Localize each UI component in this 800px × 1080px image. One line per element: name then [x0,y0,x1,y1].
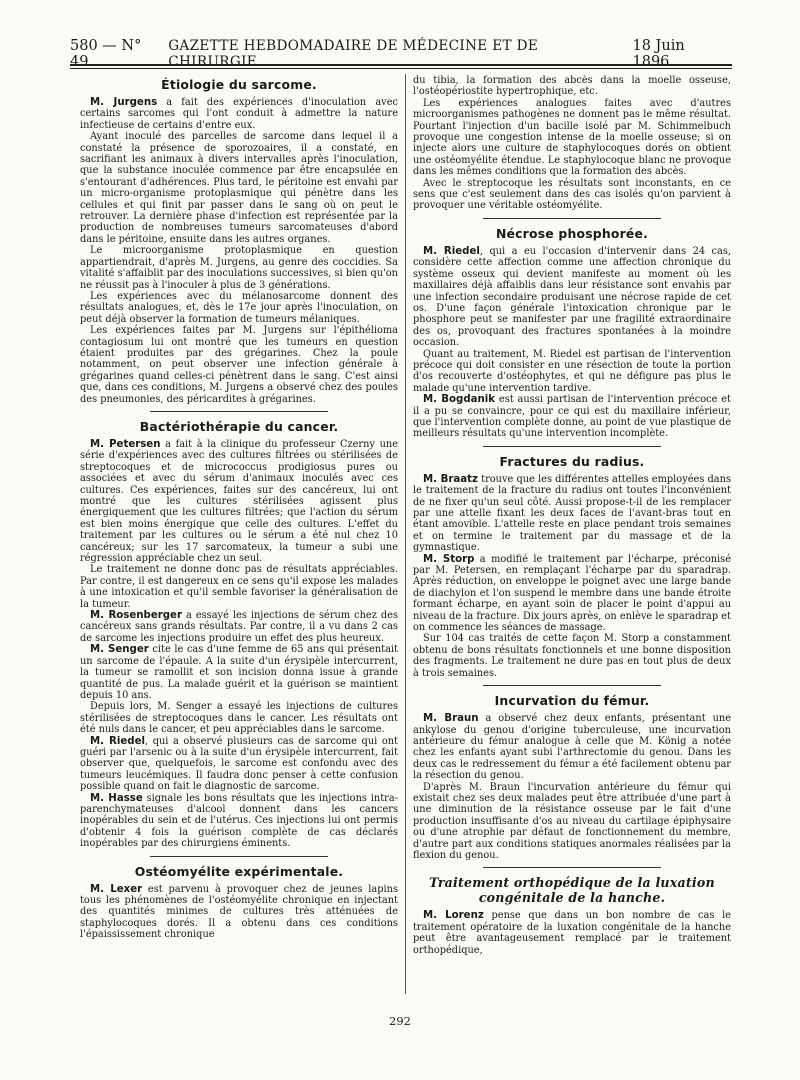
paragraph: M. Braatz trouve que les différentes attelles employées dans le traitement de la fracture du radius ont toutes l'inconvénient de ne fixer qu'un seul côté. Aussi propose-t-il de les remplacer par une attelle fixant les deux faces de l'avant-bras tout en étant amovible. L'attelle reste en place pendant trois semaines et on termine le traitement par du massage et de la gymnastique. [413,473,731,554]
left-column [80,75,398,1010]
paragraph: Le microorganisme protoplasmique en question appartiendrait, d'après M. Jurgens, au genre des coccidies. Sa vitalité s'affaiblit par des inoculations successives, si bien qu'on ne réussit pas à l'inoculer à plus de 3 générations. [80,245,398,291]
author-name: M. Storp [423,553,475,565]
author-name: M. Rosenberger [90,610,182,622]
running-header [70,38,730,70]
paragraph: Le traitement ne donne donc pas de résultats appréciables. Par contre, il est dangereux en ce sens qu'il expose les malades à une intoxication et qu'il semble favoriser la généralisation de la tumeur. [80,564,398,610]
section-divider [483,685,661,686]
column-separator [405,74,406,994]
paragraph: D'après M. Braun l'incurvation antérieure du fémur qui existait chez ses deux malades peut être attribuée d'une part à une diminution de la résistance osseuse par le fait d'une production insuffisante d'os au niveau du cartilage épiphysaire ou d'une atrophie par défaut de fonctionnement du membre, d'autre part aux conditions statiques anormales réalisées par la flexion du genou. [413,781,731,861]
page-number: 580 — N° 49. [70,38,142,70]
author-name: M. Bogdanik [423,394,496,406]
paragraph: M. Riedel, qui a observé plusieurs cas de sarcome qui ont guéri par l'arsenic ou à la suite d'un érysipèle intercurrent, fait observer que, quelquefois, le sarcome est confondu avec des tumeurs leucémiques. Il faudra donc penser à cette confusion possible quand on fait le diagnostic de sarcome. [80,735,398,793]
header-rule-thick [70,64,732,66]
section-divider [150,856,328,857]
header-rule-thin [70,68,732,69]
author-name: M. Riedel [90,735,145,747]
section-title-bacteriotherapie: Bactériothérapie du cancer. [139,418,339,434]
author-name: M. Riedel [423,245,480,257]
section-divider [483,867,661,868]
section-divider [483,218,661,219]
section-title-osteomyelite: Ostéomyélite expérimentale. [134,863,344,879]
paragraph: Les expériences analogues faites avec d'autres microorganismes pathogènes ne donnent pas le même résultat. Pourtant l'injection d'un bacille isolé par M. Schimmelbuch provoque une congestion intense de la moelle osseuse; si on injecte alors une culture de staphylocoques dorés on obtient une ostéomyélite étendue. Le staphylocoque blanc ne provoque dans les mêmes conditions que la formation des abcès. [413,97,731,178]
paragraph: M. Braun a observé chez deux enfants, présentant une ankylose du genou d'origine tuberculeuse, une incurvation antérieure du fémur analogue à celle que M. König a notée chez les enfants ayant subi l'arthrectomie du genou. Dans les deux cas le redressement du fémur a été facilement obtenu par la résection du genou. [413,713,731,782]
issue-date: 18 Juin 1896. [632,38,685,70]
paragraph: Depuis lors, M. Senger a essayé les injections de cultures stérilisées de streptocoques dans le cancer. Les résultats ont été nuls dans le cancer, et peu appréciables dans le sarcome. [80,701,398,736]
author-name: M. Jurgens [90,97,158,108]
author-name: M. Braatz [423,473,478,485]
paragraph: M. Bogdanik est aussi partisan de l'intervention précoce et il a pu se convaincre, pour ce qui est du maxillaire inférieur, que l'intervention complète donne, au point de vue plastique de meilleurs résultats qu'une intervention incomplète. [413,394,731,440]
section-title-necrose: Nécrose phosphorée. [495,225,649,241]
paragraph: M. Hasse signale les bons résultats que les injections intra-parenchymateuses d'alcool donnent dans les cancers inopérables du sein et de l'utérus. Ces injections lui ont permis d'obtenir 4 fois la guérison complète de cas déclarés inopérables par des chirurgiens éminents. [80,792,398,850]
paragraph: M. Storp a modifié le traitement par l'écharpe, préconisé par M. Petersen, en remplaçant l'écharpe par du sparadrap. Après réduction, on enveloppe le poignet avec une large bande de diachylon et l'on suspend le membre dans une bande étroite formant écharpe, en ayant soin de placer le point d'appui au niveau de la fracture. Dix jours après, on enlève le sparadrap et on commence les séances de massage. [413,553,731,634]
paragraph: M. Senger cite le cas d'une femme de 65 ans qui présentait un sarcome de l'épaule. A la suite d'un érysipèle intercurrent, la tumeur se ramollit et son incision donna issue à grande quantité de pus. La malade guérit et la guérison se maintient depuis 10 ans. [80,644,398,701]
right-column [413,75,731,1010]
paragraph: Quant au traitement, M. Riedel est partisan de l'intervention précoce qui doit consister en une résection de toute la portion d'os recouverte d'ostéophytes, et qui ne défigure pas plus le malade qu'une intervention tardive. [413,348,731,394]
paragraph: M. Rosenberger a essayé les injections de sérum chez des cancéreux sans grands résultats. Par contre, il a vu dans 2 cas de sarcome les injections produire un effet des plus heureux. [80,610,398,644]
author-name: M. Hasse [90,792,143,804]
section-title-luxation: Traitement orthopédique de la luxation congénitale de la hanche. [429,875,715,906]
section-divider [150,411,328,412]
paragraph: M. Riedel, qui a eu l'occasion d'intervenir dans 24 cas, considère cette affection comme une affection chronique du système osseux qui devient manifeste au moment où les maxillaires déjà affaiblis dans leur résistance sont envahis par une infection secondaire produisant une nécrose rapide de cet os. D'une façon générale l'intoxication chronique par le phosphore peut se manifester par une fragilité extraordinaire des os, provoquant des fractures spontanées à la moindre occasion. [413,245,731,349]
author-name: M. Senger [90,644,149,656]
paragraph: Les expériences faites par M. Jurgens sur l'épithélioma contagiosum lui ont montré que les tumeurs en question étaient produites par des grégarines. Chez la poule notamment, on peut observer une infection générale à grégarines quand celles-ci pénètrent dans le sang. C'est ainsi que, dans ces conditions, M. Jurgens a observé chez des poules des pneumonies, des péricardites à grégarines. [80,325,398,405]
author-name: M. Petersen [90,438,161,450]
paragraph: Les expériences avec du mélanosarcome donnent des résultats analogues, et, dès le 17e jour après l'inoculation, on peut déjà observer la formation de tumeurs mélaniques. [80,290,398,325]
paragraph: du tibia, la formation des abcès dans la moelle osseuse, l'ostéopériostite hypertrophique, etc. [413,75,731,98]
paragraph: Ayant inoculé des parcelles de sarcome dans lequel il a constaté la présence de sporozoaires, il a constaté, en sacrifiant les animaux à divers intervalles après l'inoculation, que la substance inoculée commence par être encapsulée en s'entourant d'adhérences. Plus tard, le péritoine est envahi par un micro-organisme protoplasmique qui pénètre dans les cellules et qui finit par passer dans le sang où on peut le retrouver. La dernière phase d'infection est représentée par la production de nombreuses tumeurs sarcomateuses d'abord dans le péritoine, ensuite dans les autres organes. [80,131,398,245]
section-title-fractures: Fractures du radius. [499,453,645,469]
paragraph: Sur 104 cas traités de cette façon M. Storp a constamment obtenu de bons résultats fonctionnels et une bonne disposition des fragments. Le traitement ne dure pas en tout plus de deux à trois semaines. [413,633,731,679]
folio-number: 292 [389,1014,411,1028]
paragraph: M. Lexer est parvenu à provoquer chez de jeunes lapins tous les phénomènes de l'ostéomyélite chronique en injectant des quantités minimes de cultures très atténuées de staphylocoques dorés. Il a obtenu dans ces conditions l'épaississement chronique [80,883,398,941]
section-title-incurvation: Incurvation du fémur. [494,693,650,709]
paragraph: M. Jurgens a fait des expériences d'inoculation avec certains sarcomes qui l'ont conduit à admettre la nature infectieuse de certains d'entre eux. [80,97,398,131]
author-name: M. Lexer [90,883,143,895]
author-name: M. Lorenz [423,910,484,922]
journal-title: GAZETTE HEBDOMADAIRE DE MÉDECINE ET DE CHIRURGIE. [168,38,539,70]
paragraph: M. Petersen a fait à la clinique du professeur Czerny une série d'expériences avec des cultures filtrées ou stérilisées de streptocoques et de micrococcus prodigiosus pures ou associées et avec du sérum d'animaux inoculés avec ces cultures. Ces expériences, faites sur des cancéreux, lui ont montré que les cultures stérilisées agissent plus énergiquement que les cultures filtrées; que l'action du sérum est bien moins énergique que celle des cultures. L'effet du traitement par les cultures ou le sérum a été nul chez 10 cancéreux; sur les 17 sarcomateux, la tumeur a subi une régression appréciable chez un seul. [80,438,398,565]
section-title-etiologie: Étiologie du sarcome. [161,77,317,92]
paragraph: M. Lorenz pense que dans un bon nombre de cas le traitement opératoire de la luxation congénitale de la hanche peut être avantageusement remplacé par le traitement orthopédique, [413,910,731,956]
author-name: M. Braun [423,713,479,725]
paragraph: Avec le streptocoque les résultats sont inconstants, en ce sens que c'est seulement dans des cas isolés qu'on parvient à provoquer une véritable ostéomyélite. [413,177,731,212]
section-divider [483,446,661,447]
